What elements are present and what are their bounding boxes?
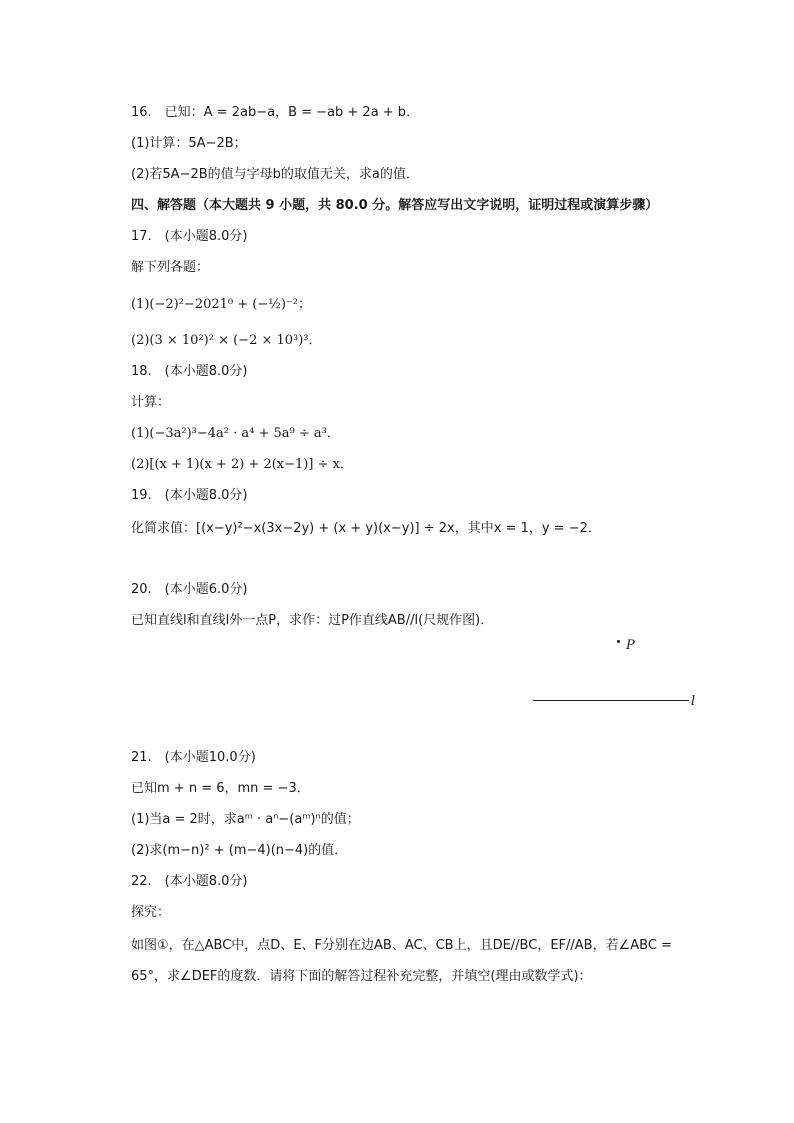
q21-header: 21. (本小题10.0分) <box>131 750 256 765</box>
point-p-dot <box>617 640 620 643</box>
q20-header: 20. (本小题6.0分) <box>131 582 248 597</box>
q20-stem: 已知直线l和直线l外一点P，求作：过P作直线AB//l(尺规作图)． <box>131 613 494 628</box>
q17-part1: (1)(−2)²−2021⁰ + (−½)⁻²； <box>131 297 311 312</box>
q16-part2: (2)若5A−2B的值与字母b的取值无关，求a的值． <box>131 167 419 182</box>
q21-part1: (1)当a = 2时，求aᵐ · aⁿ−(aᵐ)ⁿ的值； <box>131 812 360 827</box>
q18-part2: (2)[(x + 1)(x + 2) + 2(x−1)] ÷ x． <box>131 457 353 472</box>
q16-stem: 16. 已知：A = 2ab−a，B = −ab + 2a + b． <box>131 105 420 120</box>
q16-part1: (1)计算：5A−2B； <box>131 136 247 151</box>
q22-header: 22. (本小题8.0分) <box>131 874 248 889</box>
q21-stem: 已知m + n = 6，mn = −3． <box>131 781 310 796</box>
q19-stem: 化简求值：[(x−y)²−x(3x−2y) + (x + y)(x−y)] ÷ 2x，其中x = 1，y = −2． <box>131 521 601 536</box>
q18-stem: 计算： <box>131 395 171 410</box>
q18-part1: (1)(−3a²)³−4a² · a⁴ + 5a⁹ ÷ a³． <box>131 426 340 441</box>
q21-part2: (2)求(m−n)² + (m−4)(n−4)的值． <box>131 843 348 858</box>
q17-part2: (2)(3 × 10²)² × (−2 × 10³)³． <box>131 333 322 348</box>
line-l-label: l <box>691 694 696 709</box>
q22-title: 探究： <box>131 905 171 920</box>
q18-header: 18. (本小题8.0分) <box>131 364 248 379</box>
q22-stem: 如图①，在△ABC中，点D、E、F分别在边AB、AC、CB上，且DE//BC，EF//AB，若∠ABC = 65°，求∠DEF的度数．请将下面的解答过程补充完整，并填空(理由或数学式)： <box>131 938 672 984</box>
line-l <box>533 700 689 701</box>
q19-header: 19. (本小题8.0分) <box>131 488 248 503</box>
section-heading: 四、解答题（本大题共 9 小题，共 80.0 分。解答应写出文字说明，证明过程或演算步骤） <box>131 198 659 213</box>
point-p-label: P <box>626 638 635 653</box>
q17-stem: 解下列各题： <box>131 260 210 275</box>
q17-header: 17. (本小题8.0分) <box>131 229 248 244</box>
